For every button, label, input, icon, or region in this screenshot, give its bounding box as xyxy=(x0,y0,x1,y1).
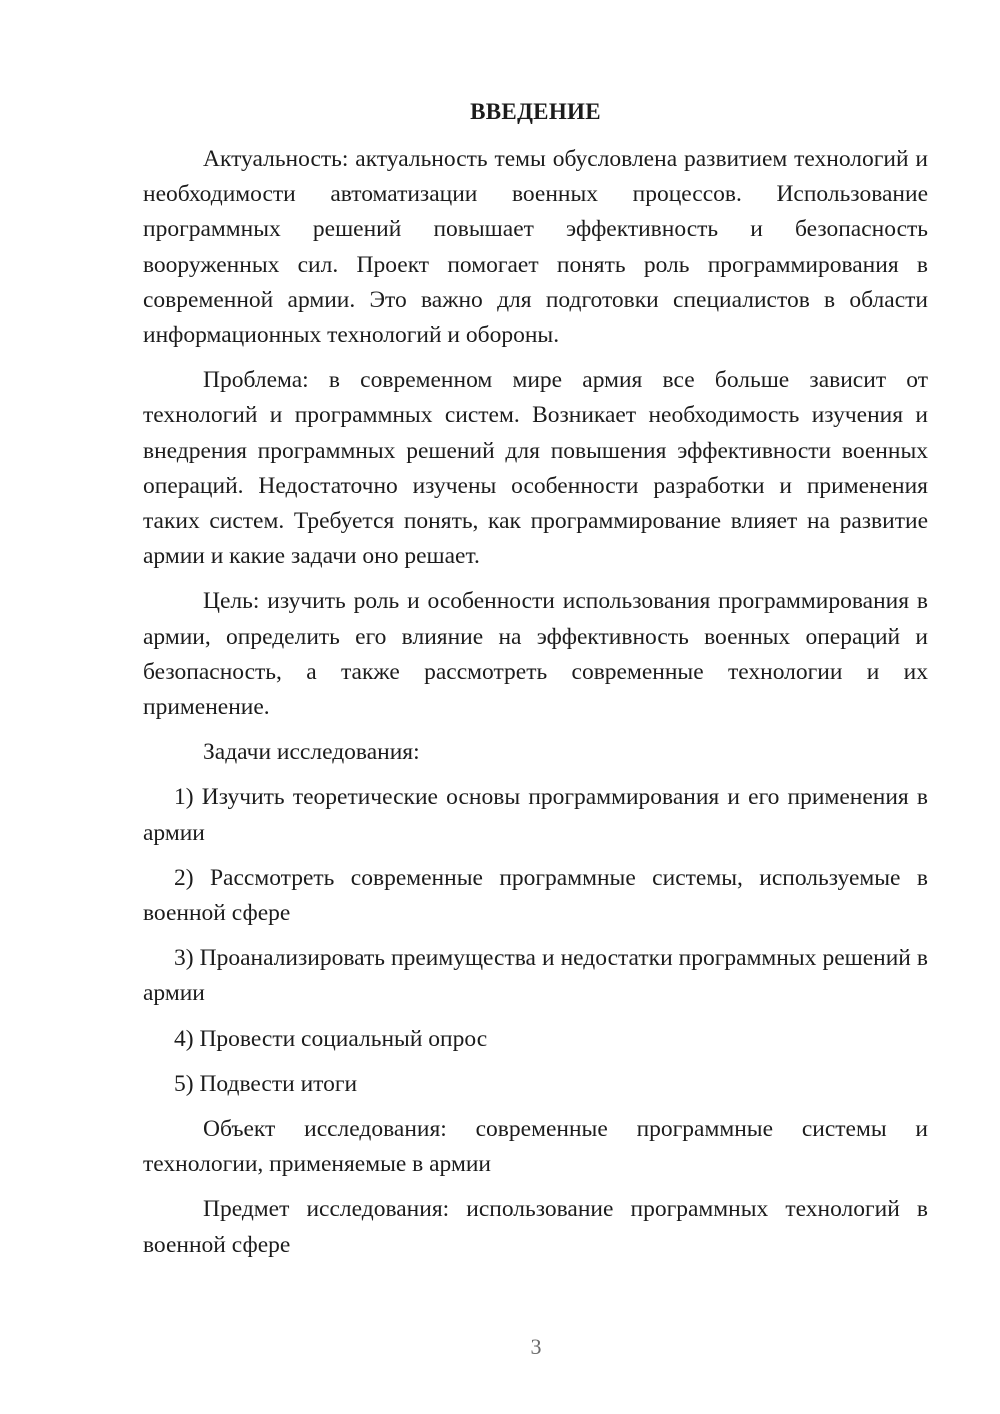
task-item-3: 3) Проанализировать преимущества и недостатки программных решений в армии xyxy=(143,945,928,1007)
task-item-4: 4) Провести социальный опрос xyxy=(174,1025,488,1052)
body-text xyxy=(143,142,928,1263)
paragraph-problem: Проблема: в современном мире армия все больше зависит от технологий и программных систем. Возникает необходимость изучения и внедрения программных решений для повышения эффективности военных операций. Недостаточно изучены особенности разработки и применения таких систем. Требуется понять, как программирование влияет на развитие армии и какие задачи оно решает. xyxy=(143,367,928,570)
page-title: ВВЕДЕНИЕ xyxy=(470,99,601,124)
paragraph-object: Объект исследования: современные программные системы и технологии, применяемые в армии xyxy=(143,1116,928,1178)
paragraph-subject: Предмет исследования: использование программных технологий в военной сфере xyxy=(143,1196,928,1258)
paragraph-relevance: Актуальность: актуальность темы обусловлена развитием технологий и необходимости автоматизации военных процессов. Использование программных решений повышает эффективность и безопасность вооруженных сил. Проект помогает понять роль программирования в современной армии. Это важно для подготовки специалистов в области информационных технологий и обороны. xyxy=(143,146,928,349)
task-item-5: 5) Подвести итоги xyxy=(174,1070,358,1097)
tasks-title: Задачи исследования: xyxy=(203,739,420,766)
task-item-1: 1) Изучить теоретические основы программирования и его применения в армии xyxy=(143,784,928,846)
task-item-2: 2) Рассмотреть современные программные системы, используемые в военной сфере xyxy=(143,864,928,927)
paragraph-goal: Цель: изучить роль и особенности использования программирования в армии, определить его влияние на эффективность военных операций и безопасность, а также рассмотреть современные технологии и их применение. xyxy=(143,588,928,721)
page-number: 3 xyxy=(530,1334,542,1359)
